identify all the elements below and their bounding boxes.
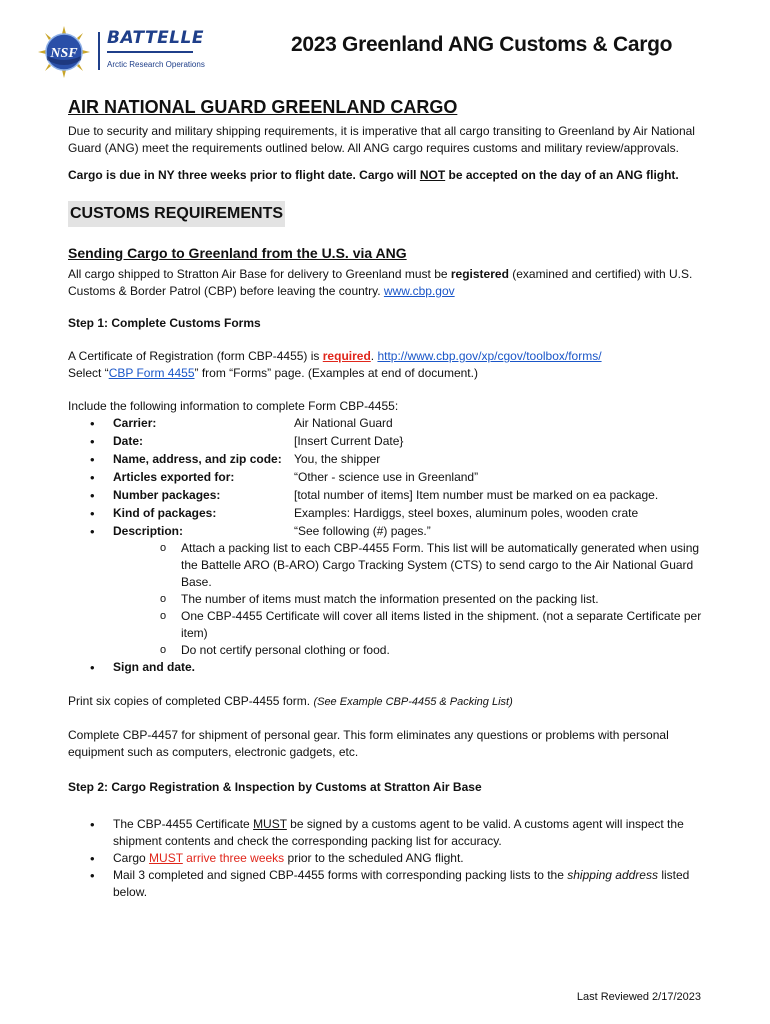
list-item: [68, 487, 708, 505]
list-item: [68, 850, 708, 867]
step2-title: Step 2: Cargo Registration & Inspection by Customs at Stratton Air Base: [68, 780, 482, 794]
step1-title: Step 1: Complete Customs Forms: [68, 316, 261, 330]
personal-gear-paragraph: Complete CBP-4457 for shipment of personal gear. This form eliminates any questions or problems with personal equipment such as computers, electronic gadgets, etc.: [68, 728, 669, 759]
battelle-name: BATTELLE: [107, 28, 204, 48]
cargo-due-after: be accepted on the day of an ANG flight.: [445, 168, 679, 182]
shipping-address-text: shipping address: [567, 868, 658, 882]
list-item: [68, 415, 708, 433]
field-value: You, the shipper: [294, 452, 381, 466]
form-fields-list: [68, 415, 708, 677]
sub-list-item: o One CBP-4455 Certificate will cover all items listed in the shipment. (not a separate Certificate per item): [113, 608, 708, 642]
last-reviewed-footer: Last Reviewed 2/17/2023: [576, 991, 701, 1003]
logo-divider: [98, 32, 100, 70]
field-value: [total number of items] Item number must be marked on ea package.: [294, 488, 659, 502]
required-text: required: [322, 349, 371, 363]
include-info-text: Include the following information to complete Form CBP-4455:: [68, 399, 399, 413]
sub-list-item: o Attach a packing list to each CBP-4455 Form. This list will be automatically generated when using the Battelle ARO (B-ARO) Cargo Tracking System (CTS) to send cargo to the Air National Guard Base.: [113, 540, 708, 591]
item3-after: listed below.: [113, 868, 690, 899]
list-item: [68, 523, 708, 659]
certificate-paragraph: [68, 348, 708, 382]
intro-paragraph: Due to security and military shipping requirements, it is imperative that all cargo transiting to Greenland by Air National Guard (ANG) meet the requirements outlined below. All ANG cargo requires customs and military review/approvals.: [68, 124, 695, 155]
field-value: [Insert Current Date}: [294, 434, 404, 448]
nsf-logo: [38, 26, 90, 78]
field-label: Date:: [113, 434, 144, 448]
sending-cargo-heading: Sending Cargo to Greenland from the U.S. via ANG: [68, 245, 407, 261]
item2-after: prior to the scheduled ANG flight.: [284, 851, 464, 865]
customs-requirements-heading: CUSTOMS REQUIREMENTS: [68, 201, 285, 227]
document-content: [68, 96, 708, 901]
cbp-website-link[interactable]: www.cbp.gov: [383, 284, 455, 298]
field-value: “See following (#) pages.”: [294, 524, 431, 538]
field-value: “Other - science use in Greenland”: [294, 470, 479, 484]
field-label: Description:: [113, 524, 184, 538]
cargo-due-not: NOT: [419, 168, 446, 182]
list-item: [68, 867, 708, 901]
list-item: [68, 659, 708, 677]
field-label: Kind of packages:: [113, 506, 217, 520]
cargo-due-before: Cargo is due in NY three weeks prior to flight date. Cargo will: [68, 168, 420, 182]
sending-text-after: (examined and certified) with U.S. Customs & Border Patrol (CBP) before leaving the country.: [68, 267, 693, 298]
field-label: Number packages:: [113, 488, 221, 502]
item1-must: MUST: [253, 817, 287, 831]
cargo-due-notice: [68, 167, 708, 184]
main-heading: AIR NATIONAL GUARD GREENLAND CARGO: [68, 97, 458, 117]
item2-must: MUST: [149, 851, 183, 865]
sub-list-item: o Do not certify personal clothing or food.: [113, 642, 708, 659]
description-sub-list: [113, 540, 708, 659]
field-label: Name, address, and zip code:: [113, 452, 282, 466]
list-item: [68, 469, 708, 487]
page-header: [38, 26, 738, 76]
select-text-before: Select “: [68, 366, 109, 380]
certificate-text-before: A Certificate of Registration (form CBP-4455) is: [68, 349, 323, 363]
list-item: [68, 433, 708, 451]
list-item: [68, 816, 708, 850]
list-item: [68, 505, 708, 523]
list-item: [68, 451, 708, 469]
sending-text-before: All cargo shipped to Stratton Air Base for delivery to Greenland must be: [68, 267, 451, 281]
nsf-logo-text: NSF: [50, 46, 78, 61]
cbp-form-4455-link[interactable]: CBP Form 4455: [108, 366, 195, 380]
certificate-text-mid: .: [370, 349, 378, 363]
sending-cargo-paragraph: [68, 266, 708, 300]
item1-before: The CBP-4455 Certificate: [113, 817, 254, 831]
cbp-forms-link[interactable]: http://www.cbp.gov/xp/cgov/toolbox/forms/: [377, 349, 602, 363]
battelle-subtitle: Arctic Research Operations: [107, 60, 205, 69]
step2-list: [68, 816, 708, 901]
select-text-after: ” from “Forms” page. (Examples at end of document.): [194, 366, 478, 380]
document-title: 2023 Greenland ANG Customs & Cargo: [291, 33, 673, 56]
item1-after: be signed by a customs agent to be valid. A customs agent will inspect the shipment contents and check the corresponding packing list for accuracy.: [113, 817, 684, 848]
field-label: Carrier:: [113, 416, 157, 430]
item3-before: Mail 3 completed and signed CBP-4455 forms with corresponding packing lists to the: [113, 868, 568, 882]
item2-before: Cargo: [113, 851, 150, 865]
sign-and-date: Sign and date.: [113, 660, 196, 674]
print-text: Print six copies of completed CBP-4455 form.: [68, 694, 314, 708]
print-copies-paragraph: [68, 693, 708, 711]
item2-red: arrive three weeks: [182, 851, 285, 865]
battelle-underline: [107, 51, 193, 53]
battelle-logo: [98, 28, 248, 72]
registered-text: registered: [450, 267, 509, 281]
field-label: Articles exported for:: [113, 470, 235, 484]
field-value: Air National Guard: [294, 416, 393, 430]
sub-list-item: o The number of items must match the information presented on the packing list.: [113, 591, 708, 608]
print-note: (See Example CBP-4455 & Packing List): [313, 696, 513, 708]
field-value: Examples: Hardiggs, steel boxes, aluminum poles, wooden crate: [294, 506, 639, 520]
